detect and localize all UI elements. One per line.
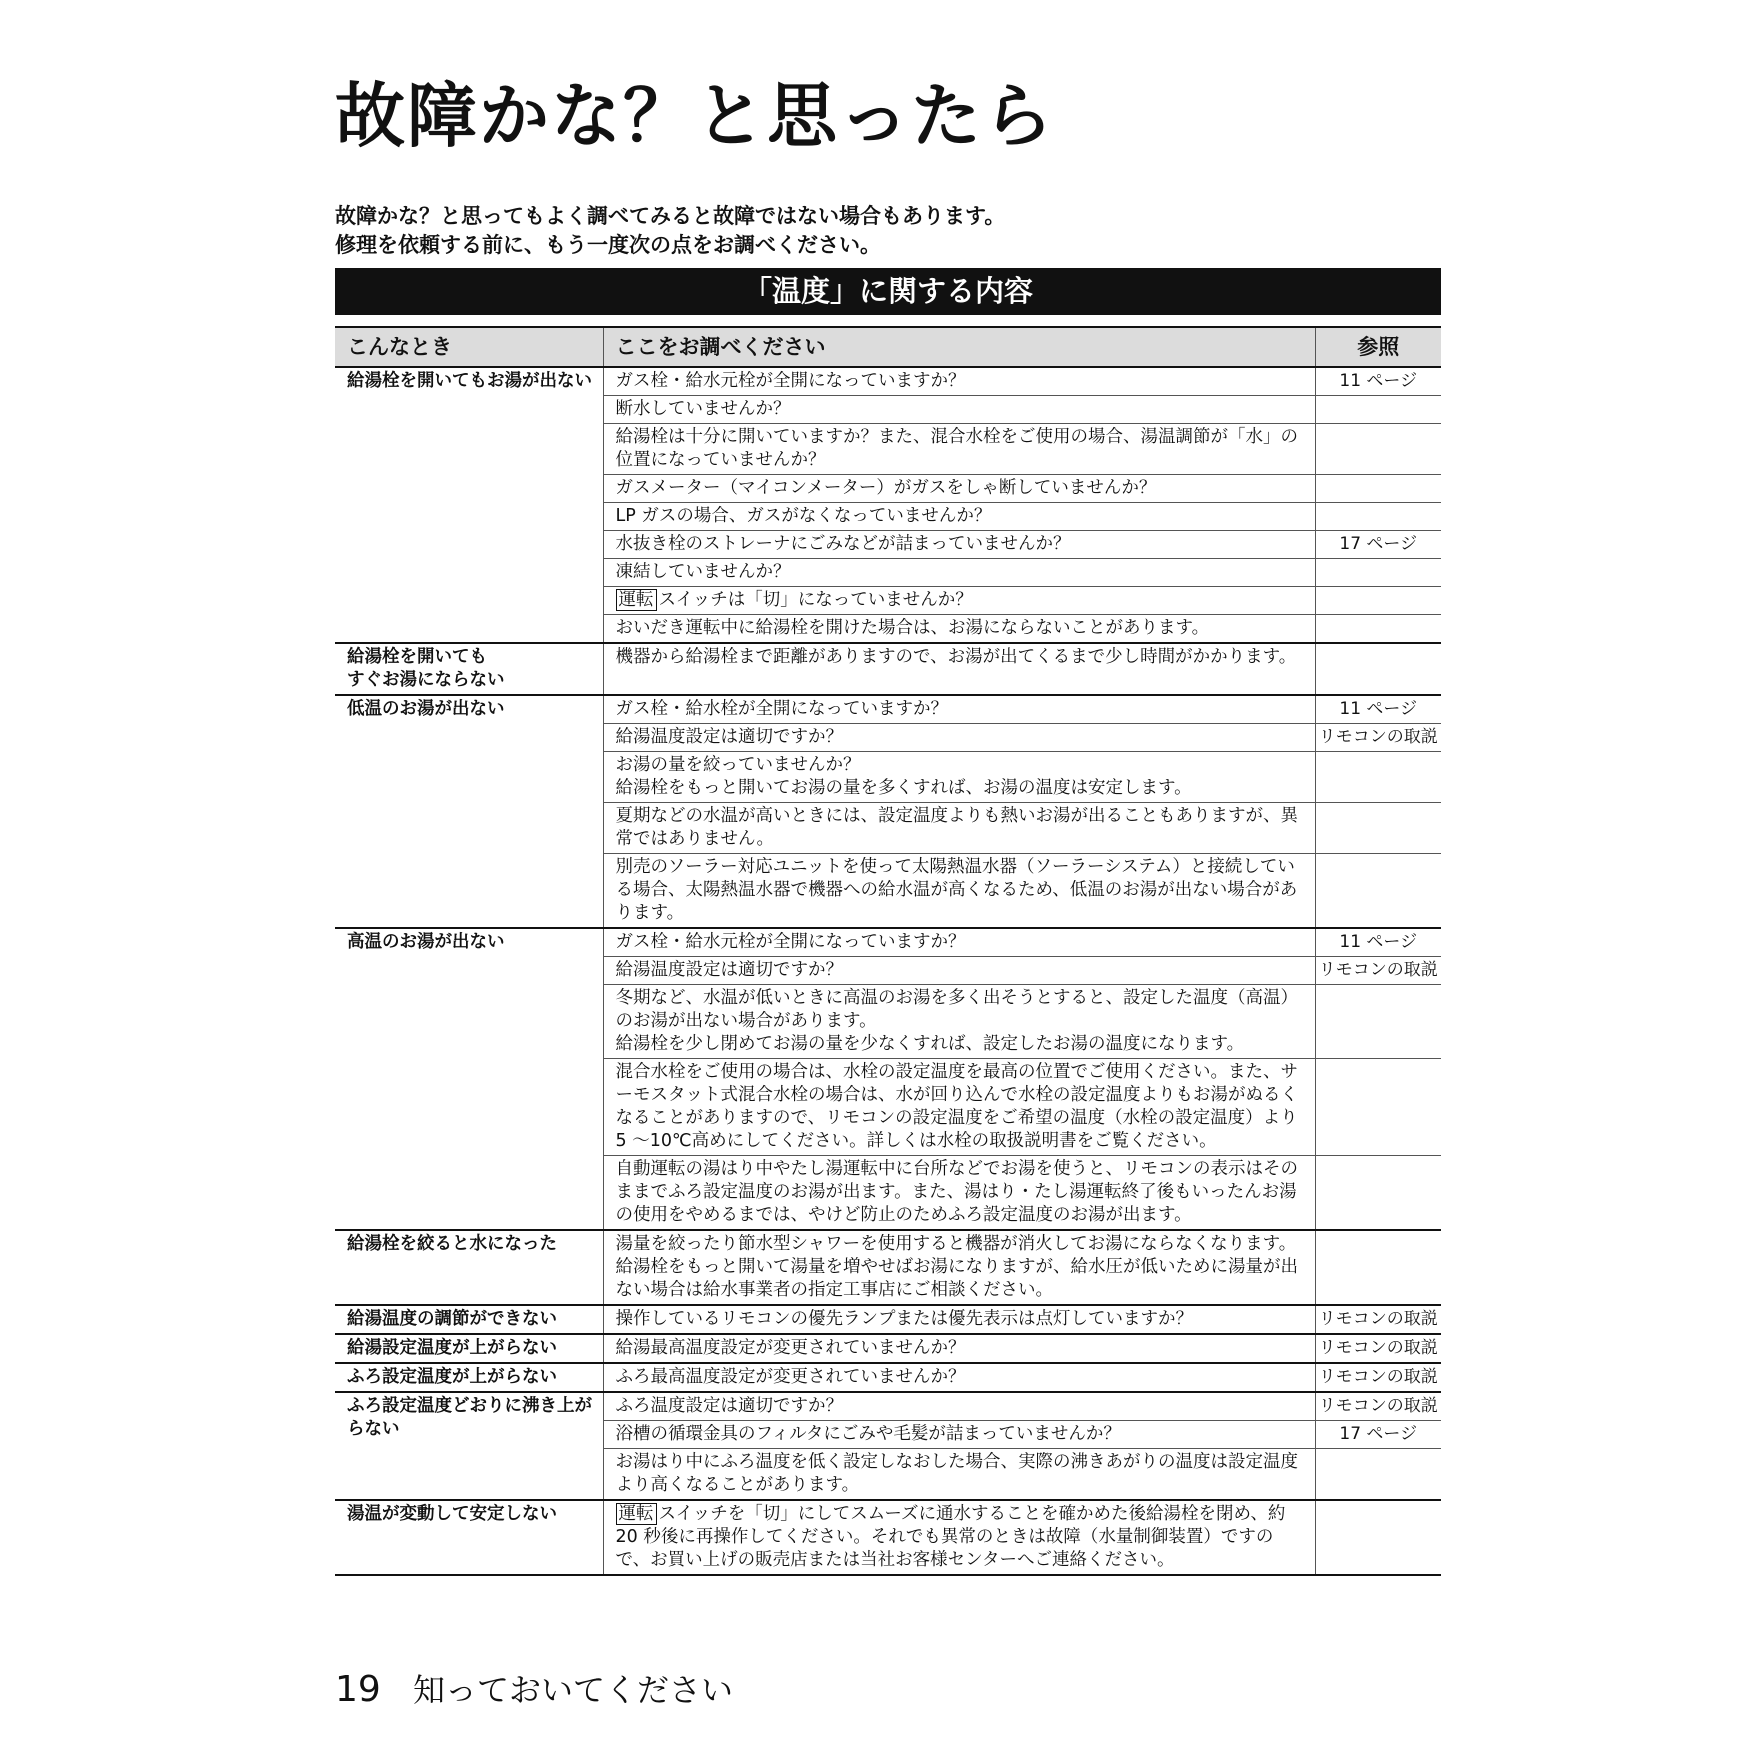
check-text: 冬期など、水温が低いときに高温のお湯を多く出そうとすると、設定した温度（高温）のお湯が出ない場合があります。 給湯栓を少し閉めてお湯の量を少なくすれば、設定したお湯の温度になります。	[615, 988, 1298, 1054]
check-text: 給湯温度設定は適切ですか？	[615, 960, 843, 980]
check-text: ガス栓・給水栓が全開になっていますか？	[615, 699, 948, 719]
table-row	[335, 1230, 1441, 1305]
reference-cell	[1315, 559, 1441, 587]
reference-cell: 11 ページ	[1315, 928, 1441, 957]
check-cell	[603, 1392, 1315, 1421]
reference-cell: 11 ページ	[1315, 695, 1441, 724]
reference-cell	[1315, 985, 1441, 1059]
header-condition: こんなとき	[335, 327, 603, 367]
table-header-row	[335, 327, 1441, 367]
check-text: ガス栓・給水元栓が全開になっていますか？	[615, 371, 966, 391]
check-cell	[603, 752, 1315, 803]
check-text: 断水していませんか？	[615, 399, 791, 419]
condition-cell: ふろ設定温度どおりに沸き上がらない	[335, 1392, 603, 1500]
check-text: LP ガスの場合、ガスがなくなっていませんか？	[615, 506, 992, 526]
check-cell	[603, 1230, 1315, 1305]
table-row	[335, 695, 1441, 724]
reference-cell: リモコンの取説	[1315, 1334, 1441, 1363]
page-title: 故障かな？と思ったら	[335, 75, 1055, 157]
check-cell	[603, 615, 1315, 644]
reference-cell	[1315, 615, 1441, 644]
reference-cell: リモコンの取説	[1315, 1392, 1441, 1421]
check-cell	[603, 587, 1315, 615]
check-text: ガス栓・給水元栓が全開になっていますか？	[615, 932, 966, 952]
check-cell	[603, 531, 1315, 559]
reference-cell	[1315, 475, 1441, 503]
condition-cell: ふろ設定温度が上がらない	[335, 1363, 603, 1392]
check-text: 混合水栓をご使用の場合は、水栓の設定温度を最高の位置でご使用ください。また、サーモスタット式混合水栓の場合は、水が回り込んで水栓の設定温度よりもお湯がぬるくなることがありますので、リモコンの設定温度をご希望の温度（水栓の設定温度）より5 ～10℃高めにしてください。詳しくは水栓の取扱説明書をご覧ください。	[615, 1062, 1298, 1151]
table-row	[335, 1305, 1441, 1334]
page-number: 19	[335, 1669, 381, 1710]
reference-cell	[1315, 854, 1441, 929]
check-text: スイッチを「切」にしてスムーズに通水することを確かめた後給湯栓を閉め、約 20 秒後に再操作してください。それでも異常のときは故障（水量制御装置）ですので、お買い上げの販売店または当社お客様センターへご連絡ください。	[615, 1504, 1286, 1570]
check-text: ふろ最高温度設定が変更されていませんか？	[615, 1367, 966, 1387]
intro-text	[335, 202, 1435, 260]
check-cell	[603, 643, 1315, 695]
check-text: お湯はり中にふろ温度を低く設定しなおした場合、実際の沸きあがりの温度は設定温度より高くなることがあります。	[615, 1452, 1298, 1495]
reference-cell	[1315, 424, 1441, 475]
reference-cell	[1315, 1230, 1441, 1305]
check-cell	[603, 367, 1315, 396]
check-cell	[603, 424, 1315, 475]
check-text: 給湯最高温度設定が変更されていませんか？	[615, 1338, 966, 1358]
table-row	[335, 367, 1441, 396]
check-text: 給湯栓は十分に開いていますか？また、混合水栓をご使用の場合、湯温調節が「水」の位置になっていませんか？	[615, 427, 1298, 470]
troubleshooting-table	[335, 326, 1441, 1576]
check-text: 機器から給湯栓まで距離がありますので、お湯が出てくるまで少し時間がかかります。	[615, 647, 1297, 667]
check-cell	[603, 559, 1315, 587]
operation-switch-label: 運転	[616, 1503, 657, 1525]
condition-cell: 給湯栓を開いてもお湯が出ない	[335, 367, 603, 643]
condition-cell: 給湯温度の調節ができない	[335, 1305, 603, 1334]
page-footer	[335, 1665, 733, 1711]
check-cell	[603, 1305, 1315, 1334]
check-text: 自動運転の湯はり中やたし湯運転中に台所などでお湯を使うと、リモコンの表示はそのままでふろ設定温度のお湯が出ます。また、湯はり・たし湯運転終了後もいったんお湯の使用をやめるまでは、やけど防止のためふろ設定温度のお湯が出ます。	[615, 1159, 1298, 1225]
check-cell	[603, 1421, 1315, 1449]
check-cell	[603, 957, 1315, 985]
check-cell	[603, 1059, 1315, 1156]
check-text: スイッチは「切」になっていませんか？	[658, 590, 973, 610]
operation-switch-label: 運転	[616, 589, 657, 611]
condition-cell: 湯温が変動して安定しない	[335, 1500, 603, 1575]
check-cell	[603, 1334, 1315, 1363]
reference-cell: 17 ページ	[1315, 1421, 1441, 1449]
condition-cell: 給湯設定温度が上がらない	[335, 1334, 603, 1363]
reference-cell: 17 ページ	[1315, 531, 1441, 559]
condition-cell: 高温のお湯が出ない	[335, 928, 603, 1230]
check-cell	[603, 503, 1315, 531]
check-text: 水抜き栓のストレーナにごみなどが詰まっていませんか？	[615, 534, 1071, 554]
check-text: 浴槽の循環金具のフィルタにごみや毛髪が詰まっていませんか？	[615, 1424, 1121, 1444]
check-text: おいだき運転中に給湯栓を開けた場合は、お湯にならないことがあります。	[615, 618, 1210, 638]
check-cell	[603, 985, 1315, 1059]
table-row	[335, 643, 1441, 695]
check-cell	[603, 724, 1315, 752]
check-text: 夏期などの水温が高いときには、設定温度よりも熱いお湯が出ることもありますが、異常ではありません。	[615, 806, 1298, 849]
reference-cell	[1315, 587, 1441, 615]
check-cell	[603, 854, 1315, 929]
reference-cell	[1315, 803, 1441, 854]
check-text: ふろ温度設定は適切ですか？	[615, 1396, 843, 1416]
check-cell	[603, 695, 1315, 724]
table-row	[335, 1500, 1441, 1575]
reference-cell	[1315, 752, 1441, 803]
check-text: 凍結していませんか？	[615, 562, 791, 582]
check-text: 湯量を絞ったり節水型シャワーを使用すると機器が消火してお湯にならなくなります。給湯栓をもっと開いて湯量を増やせばお湯になりますが、給水圧が低いために湯量が出ない場合は給水事業者の指定工事店にご相談ください。	[615, 1234, 1298, 1300]
reference-cell	[1315, 1500, 1441, 1575]
condition-cell: 給湯栓を開いても すぐお湯にならない	[335, 643, 603, 695]
check-cell	[603, 1363, 1315, 1392]
reference-cell	[1315, 1059, 1441, 1156]
check-text: 操作しているリモコンの優先ランプまたは優先表示は点灯していますか？	[615, 1309, 1193, 1329]
section-header-bar: 「温度」に関する内容	[335, 268, 1441, 315]
intro-line-1: 故障かな？と思ってもよく調べてみると故障ではない場合もあります。	[335, 204, 1006, 228]
check-cell	[603, 1449, 1315, 1501]
reference-cell: 11 ページ	[1315, 367, 1441, 396]
condition-cell: 給湯栓を絞ると水になった	[335, 1230, 603, 1305]
table-row	[335, 928, 1441, 957]
check-cell	[603, 475, 1315, 503]
table-row	[335, 1334, 1441, 1363]
reference-cell	[1315, 503, 1441, 531]
reference-cell: リモコンの取説	[1315, 1363, 1441, 1392]
reference-cell	[1315, 643, 1441, 695]
check-cell	[603, 1500, 1315, 1575]
intro-line-2: 修理を依頼する前に、もう一度次の点をお調べください。	[335, 233, 881, 257]
check-cell	[603, 928, 1315, 957]
check-text: ガスメーター（マイコンメーター）がガスをしゃ断していませんか？	[615, 478, 1157, 498]
check-cell	[603, 1156, 1315, 1231]
check-text: 別売のソーラー対応ユニットを使って太陽熱温水器（ソーラーシステム）と接続している場合、太陽熱温水器で機器への給水温が高くなるため、低温のお湯が出ない場合があります。	[615, 857, 1298, 923]
check-cell	[603, 396, 1315, 424]
reference-cell: リモコンの取説	[1315, 1305, 1441, 1334]
header-reference: 参照	[1315, 327, 1441, 367]
header-check: ここをお調べください	[603, 327, 1315, 367]
footer-section-title: 知っておいてください	[412, 1671, 733, 1709]
reference-cell	[1315, 396, 1441, 424]
check-text: お湯の量を絞っていませんか？ 給湯栓をもっと開いてお湯の量を多くすれば、お湯の温度は安定します。	[615, 755, 1192, 798]
reference-cell: リモコンの取説	[1315, 957, 1441, 985]
condition-cell: 低温のお湯が出ない	[335, 695, 603, 928]
check-cell	[603, 803, 1315, 854]
reference-cell: リモコンの取説	[1315, 724, 1441, 752]
table-body	[335, 367, 1441, 1575]
check-text: 給湯温度設定は適切ですか？	[615, 727, 843, 747]
reference-cell	[1315, 1449, 1441, 1501]
table-row	[335, 1363, 1441, 1392]
reference-cell	[1315, 1156, 1441, 1231]
table-row	[335, 1392, 1441, 1421]
